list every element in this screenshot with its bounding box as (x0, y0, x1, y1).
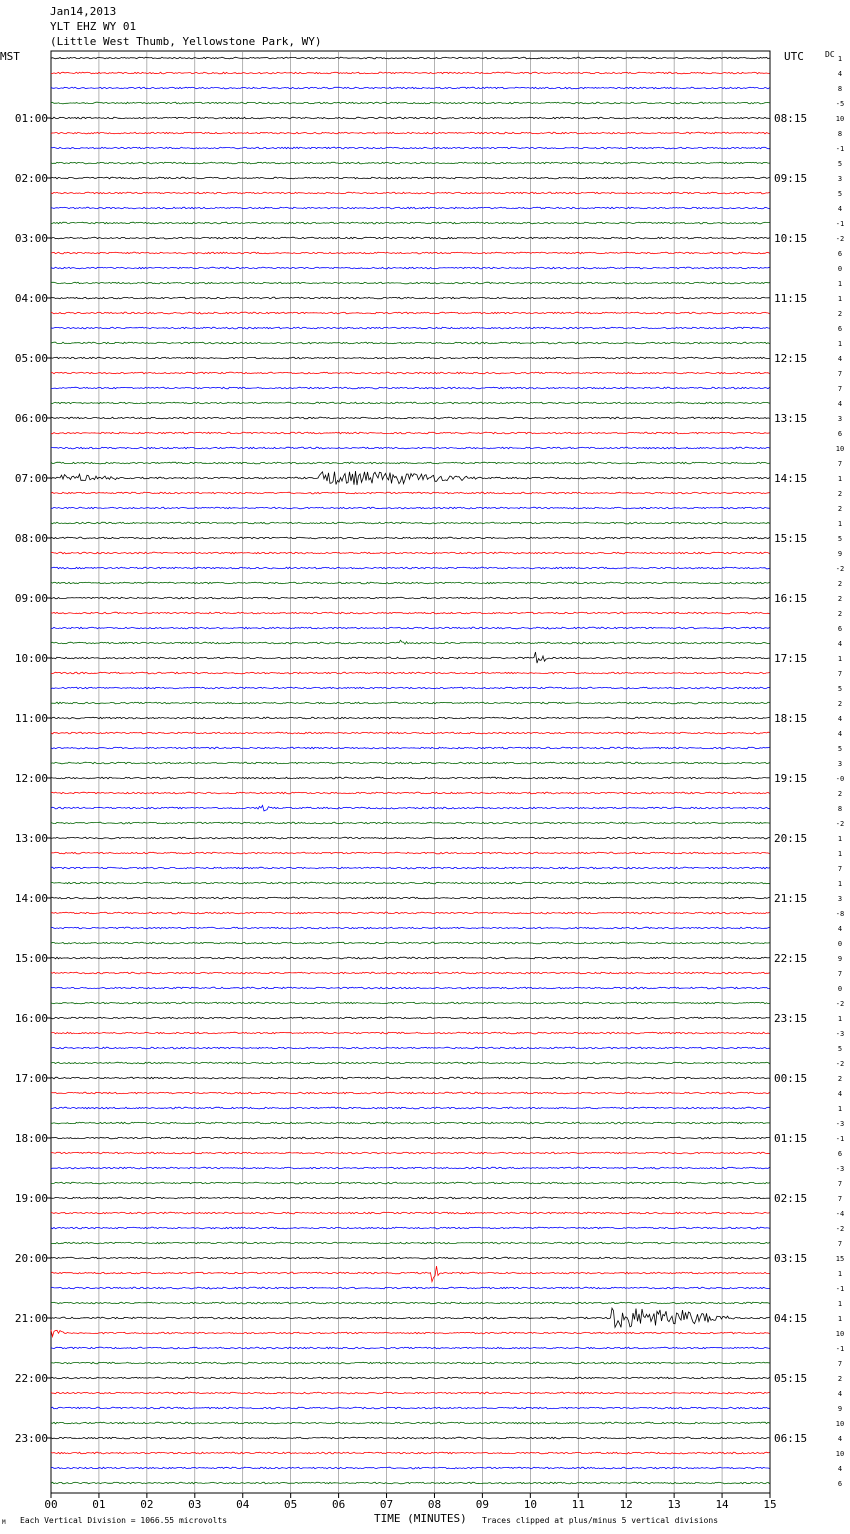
seismic-trace (51, 237, 770, 239)
dc-offset-label: 4 (837, 1465, 843, 1473)
dc-offset-label: 4 (837, 715, 843, 723)
seismic-trace (51, 492, 770, 494)
dc-offset-label: 2 (837, 790, 843, 798)
seismic-trace (51, 117, 770, 119)
x-tick-label: 15 (763, 1498, 777, 1511)
seismic-trace (51, 297, 770, 299)
dc-offset-label: -0 (835, 775, 845, 783)
seismic-trace (51, 462, 770, 464)
mst-time-label: 09:00 (14, 592, 48, 605)
seismic-trace (51, 402, 770, 404)
dc-offset-label: 1 (837, 295, 843, 303)
seismic-trace (51, 222, 770, 224)
x-tick-label: 08 (427, 1498, 442, 1511)
dc-offset-label: -3 (835, 1165, 845, 1173)
utc-time-label: 02:15 (774, 1192, 808, 1205)
utc-axis-label: UTC (784, 50, 804, 63)
mst-time-label: 08:00 (14, 532, 48, 545)
plot-date: Jan14,2013 (50, 5, 117, 18)
dc-offset-label: 3 (837, 175, 843, 183)
utc-time-label: 19:15 (774, 772, 808, 785)
dc-offset-label: 6 (837, 625, 843, 633)
seismic-trace (51, 837, 770, 839)
mst-time-label: 14:00 (14, 892, 48, 905)
seismic-trace (51, 672, 770, 674)
dc-offset-label: 3 (837, 760, 843, 768)
seismic-trace (51, 1167, 770, 1169)
dc-offset-label: 2 (837, 1375, 843, 1383)
seismic-trace (51, 252, 770, 254)
seismic-trace (51, 1212, 770, 1214)
seismic-trace (51, 702, 770, 704)
seismic-trace (51, 1062, 770, 1064)
utc-time-label: 21:15 (774, 892, 808, 905)
mst-time-label: 01:00 (14, 112, 48, 125)
dc-offset-label: 2 (837, 700, 843, 708)
x-tick-label: 00 (44, 1498, 58, 1511)
seismic-trace (51, 640, 770, 644)
seismic-trace (51, 1047, 770, 1049)
seismic-trace (51, 372, 770, 374)
seismic-trace (51, 1308, 770, 1327)
utc-time-label: 03:15 (774, 1252, 808, 1265)
seismic-trace (51, 1302, 770, 1304)
dc-offset-label: -3 (835, 1120, 845, 1128)
seismic-trace (51, 1422, 770, 1424)
mst-time-label: 03:00 (14, 232, 48, 245)
utc-time-label: 12:15 (774, 352, 808, 365)
utc-time-label: 13:15 (774, 412, 808, 425)
seismic-trace (51, 1482, 770, 1484)
seismic-trace (51, 357, 770, 359)
dc-offset-label: -1 (835, 145, 845, 153)
dc-offset-label: 4 (837, 730, 843, 738)
seismic-trace (51, 1377, 770, 1379)
seismic-trace (51, 162, 770, 164)
utc-time-label: 04:15 (774, 1312, 808, 1325)
dc-offset-label: 1 (837, 1105, 843, 1113)
seismic-trace (51, 957, 770, 959)
dc-offset-label: -2 (835, 1060, 845, 1068)
seismic-trace (51, 687, 770, 689)
seismic-trace (51, 1017, 770, 1019)
dc-offset-label: 10 (835, 115, 845, 123)
scale-note: Each Vertical Division = 1066.55 microvolts (20, 1516, 228, 1525)
dc-offset-label: 9 (837, 550, 843, 558)
seismic-trace (51, 1347, 770, 1349)
dc-offset-label: 1 (837, 655, 843, 663)
seismic-trace (51, 57, 770, 59)
seismic-trace (51, 1107, 770, 1109)
seismic-trace (51, 852, 770, 854)
corner-mark: M (2, 1519, 6, 1526)
seismic-trace (51, 1197, 770, 1199)
seismic-trace (51, 1002, 770, 1004)
seismic-trace (51, 471, 770, 485)
utc-time-label: 08:15 (774, 112, 808, 125)
dc-offset-label: 10 (835, 445, 845, 453)
seismic-trace (51, 1266, 770, 1282)
utc-time-label: 14:15 (774, 472, 808, 485)
dc-offset-label: 4 (837, 1390, 843, 1398)
seismic-trace (51, 327, 770, 329)
mst-time-label: 05:00 (14, 352, 48, 365)
x-tick-label: 12 (619, 1498, 633, 1511)
mst-time-label: 21:00 (14, 1312, 48, 1325)
seismic-trace (51, 507, 770, 509)
dc-offset-label: 2 (837, 1075, 843, 1083)
dc-offset-label: -2 (835, 820, 845, 828)
dc-offset-label: -2 (835, 1000, 845, 1008)
mst-time-label: 17:00 (14, 1072, 48, 1085)
dc-offset-label: -8 (835, 910, 845, 918)
dc-offset-label: 5 (837, 745, 843, 753)
seismic-trace (51, 207, 770, 209)
seismic-trace (51, 447, 770, 449)
dc-offset-label: -1 (835, 1345, 845, 1353)
mst-time-label: 16:00 (14, 1012, 48, 1025)
seismic-trace (51, 132, 770, 134)
dc-offset-label: -5 (835, 100, 845, 108)
x-tick-label: 01 (92, 1498, 106, 1511)
seismic-trace (51, 987, 770, 989)
seismic-trace (51, 552, 770, 554)
utc-time-label: 16:15 (774, 592, 808, 605)
seismic-trace (51, 342, 770, 344)
utc-time-label: 05:15 (774, 1372, 808, 1385)
x-tick-label: 05 (284, 1498, 298, 1511)
dc-offset-label: 1 (837, 55, 843, 63)
seismic-trace (51, 747, 770, 749)
time-axis-label: TIME (MINUTES) (374, 1512, 467, 1525)
mst-time-label: 18:00 (14, 1132, 48, 1145)
seismic-trace (51, 777, 770, 779)
seismic-trace (51, 1077, 770, 1079)
dc-offset-label: 6 (837, 1480, 843, 1488)
dc-offset-label: 7 (837, 385, 843, 393)
dc-offset-label: 0 (837, 985, 843, 993)
mst-time-label: 15:00 (14, 952, 48, 965)
seismic-trace (51, 1137, 770, 1139)
dc-offset-label: 5 (837, 535, 843, 543)
seismic-trace (51, 627, 770, 629)
utc-time-label: 15:15 (774, 532, 808, 545)
seismic-trace (51, 582, 770, 584)
dc-offset-label: 2 (837, 580, 843, 588)
seismic-trace (51, 912, 770, 914)
utc-time-label: 01:15 (774, 1132, 808, 1145)
dc-offset-label: 1 (837, 340, 843, 348)
x-tick-label: 13 (667, 1498, 681, 1511)
seismic-trace (51, 102, 770, 104)
utc-time-label: 00:15 (774, 1072, 808, 1085)
dc-offset-label: 1 (837, 1270, 843, 1278)
x-tick-label: 14 (715, 1498, 729, 1511)
mst-time-label: 23:00 (14, 1432, 48, 1445)
seismic-trace (51, 267, 770, 269)
mst-axis-label: MST (0, 50, 20, 63)
seismic-trace (51, 192, 770, 194)
seismic-trace (51, 927, 770, 929)
dc-offset-label: 2 (837, 505, 843, 513)
dc-offset-label: 5 (837, 160, 843, 168)
seismic-trace (51, 1152, 770, 1154)
utc-time-label: 18:15 (774, 712, 808, 725)
dc-offset-label: 8 (837, 805, 843, 813)
mst-time-label: 11:00 (14, 712, 48, 725)
seismic-trace (51, 1182, 770, 1184)
dc-offset-label: 1 (837, 475, 843, 483)
dc-offset-label: 6 (837, 1150, 843, 1158)
dc-offset-label: 1 (837, 880, 843, 888)
seismic-trace (51, 87, 770, 89)
dc-offset-label: 10 (835, 1450, 845, 1458)
seismic-trace (51, 1257, 770, 1259)
x-tick-label: 10 (523, 1498, 537, 1511)
seismic-trace (51, 732, 770, 734)
dc-offset-label: -3 (835, 1030, 845, 1038)
dc-offset-label: 8 (837, 130, 843, 138)
seismic-trace (51, 612, 770, 614)
x-tick-label: 09 (475, 1498, 490, 1511)
mst-time-label: 06:00 (14, 412, 48, 425)
dc-offset-label: 1 (837, 850, 843, 858)
seismic-trace (51, 1092, 770, 1094)
seismic-trace (51, 1032, 770, 1034)
seismic-trace (51, 387, 770, 389)
seismic-trace (51, 1242, 770, 1244)
seismic-trace (51, 312, 770, 314)
dc-offset-label: 5 (837, 1045, 843, 1053)
utc-time-label: 11:15 (774, 292, 808, 305)
dc-offset-label: 9 (837, 955, 843, 963)
dc-offset-label: 7 (837, 1360, 843, 1368)
dc-offset-label: 6 (837, 325, 843, 333)
x-tick-label: 03 (188, 1498, 202, 1511)
seismic-trace (51, 1362, 770, 1364)
station-id: YLT EHZ WY 01 (50, 20, 137, 33)
x-tick-label: 02 (140, 1498, 154, 1511)
seismic-trace (51, 147, 770, 149)
x-tick-label: 11 (571, 1498, 585, 1511)
mst-time-label: 22:00 (14, 1372, 48, 1385)
dc-offset-label: -4 (835, 1210, 845, 1218)
mst-time-label: 02:00 (14, 172, 48, 185)
dc-offset-label: 2 (837, 595, 843, 603)
seismic-trace (51, 1122, 770, 1124)
dc-offset-label: 1 (837, 520, 843, 528)
dc-offset-label: -1 (835, 1135, 845, 1143)
seismic-trace (51, 972, 770, 974)
dc-offset-label: 2 (837, 310, 843, 318)
mst-time-label: 04:00 (14, 292, 48, 305)
seismic-trace (51, 897, 770, 899)
dc-offset-label: -2 (835, 1225, 845, 1233)
seismic-trace (51, 1467, 770, 1469)
seismic-trace (51, 1227, 770, 1229)
seismic-trace (51, 1407, 770, 1409)
dc-offset-label: 4 (837, 640, 843, 648)
dc-offset-label: 3 (837, 895, 843, 903)
seismic-trace (51, 537, 770, 539)
dc-offset-label: 4 (837, 1090, 843, 1098)
seismic-trace (51, 282, 770, 284)
seismic-trace (51, 717, 770, 719)
dc-offset-label: -2 (835, 565, 845, 573)
dc-offset-label: 4 (837, 925, 843, 933)
dc-offset-label: 10 (835, 1330, 845, 1338)
dc-offset-label: 6 (837, 250, 843, 258)
dc-offset-label: 10 (835, 1420, 845, 1428)
dc-offset-label: 4 (837, 70, 843, 78)
dc-offset-label: 2 (837, 490, 843, 498)
clip-note: Traces clipped at plus/minus 5 vertical divisions (482, 1516, 719, 1525)
seismic-trace (51, 1287, 770, 1289)
mst-time-label: 12:00 (14, 772, 48, 785)
seismic-trace (51, 1330, 770, 1337)
seismic-trace (51, 597, 770, 599)
mst-time-label: 10:00 (14, 652, 48, 665)
seismic-trace (51, 567, 770, 569)
utc-time-label: 22:15 (774, 952, 808, 965)
seismic-trace (51, 1392, 770, 1394)
dc-offset-label: 0 (837, 940, 843, 948)
dc-offset-label: 7 (837, 1195, 843, 1203)
seismic-trace (51, 792, 770, 794)
mst-time-label: 20:00 (14, 1252, 48, 1265)
dc-offset-label: -1 (835, 1285, 845, 1293)
seismic-trace (51, 1452, 770, 1454)
mst-time-label: 07:00 (14, 472, 48, 485)
dc-offset-label: 9 (837, 1405, 843, 1413)
dc-offset-label: 8 (837, 85, 843, 93)
dc-offset-label: 7 (837, 1240, 843, 1248)
mst-time-label: 13:00 (14, 832, 48, 845)
dc-offset-label: 2 (837, 610, 843, 618)
dc-offset-label: 1 (837, 1015, 843, 1023)
dc-offset-label: 7 (837, 865, 843, 873)
x-tick-label: 06 (331, 1498, 346, 1511)
dc-offset-label: 1 (837, 280, 843, 288)
x-tick-label: 07 (379, 1498, 394, 1511)
dc-offset-label: 6 (837, 430, 843, 438)
x-tick-label: 04 (236, 1498, 250, 1511)
seismic-trace (51, 805, 770, 811)
dc-label: DC (825, 50, 835, 59)
dc-offset-label: 4 (837, 400, 843, 408)
utc-time-label: 23:15 (774, 1012, 808, 1025)
seismic-trace (51, 1437, 770, 1439)
dc-offset-label: 1 (837, 1300, 843, 1308)
utc-time-label: 06:15 (774, 1432, 808, 1445)
utc-time-label: 20:15 (774, 832, 808, 845)
seismic-trace (51, 522, 770, 524)
seismic-trace (51, 762, 770, 764)
seismic-trace (51, 177, 770, 179)
seismic-trace (51, 652, 770, 663)
utc-time-label: 10:15 (774, 232, 808, 245)
dc-offset-label: 7 (837, 370, 843, 378)
seismic-trace (51, 822, 770, 824)
dc-offset-label: -2 (835, 235, 845, 243)
dc-offset-label: 7 (837, 670, 843, 678)
dc-offset-label: 7 (837, 970, 843, 978)
seismic-trace (51, 432, 770, 434)
dc-offset-label: -1 (835, 220, 845, 228)
seismic-trace (51, 417, 770, 419)
seismic-trace (51, 72, 770, 74)
seismic-trace (51, 942, 770, 944)
dc-offset-label: 4 (837, 1435, 843, 1443)
utc-time-label: 17:15 (774, 652, 808, 665)
seismic-trace (51, 882, 770, 884)
dc-offset-label: 3 (837, 415, 843, 423)
dc-offset-label: 1 (837, 835, 843, 843)
station-location: (Little West Thumb, Yellowstone Park, WY) (50, 35, 322, 48)
mst-time-label: 19:00 (14, 1192, 48, 1205)
dc-offset-label: 4 (837, 355, 843, 363)
utc-time-label: 09:15 (774, 172, 808, 185)
dc-offset-label: 5 (837, 685, 843, 693)
dc-offset-label: 1 (837, 1315, 843, 1323)
dc-offset-label: 7 (837, 1180, 843, 1188)
seismic-trace (51, 867, 770, 869)
dc-offset-label: 15 (835, 1255, 845, 1263)
dc-offset-label: 0 (837, 265, 843, 273)
dc-offset-label: 4 (837, 205, 843, 213)
dc-offset-label: 5 (837, 190, 843, 198)
dc-offset-label: 7 (837, 460, 843, 468)
